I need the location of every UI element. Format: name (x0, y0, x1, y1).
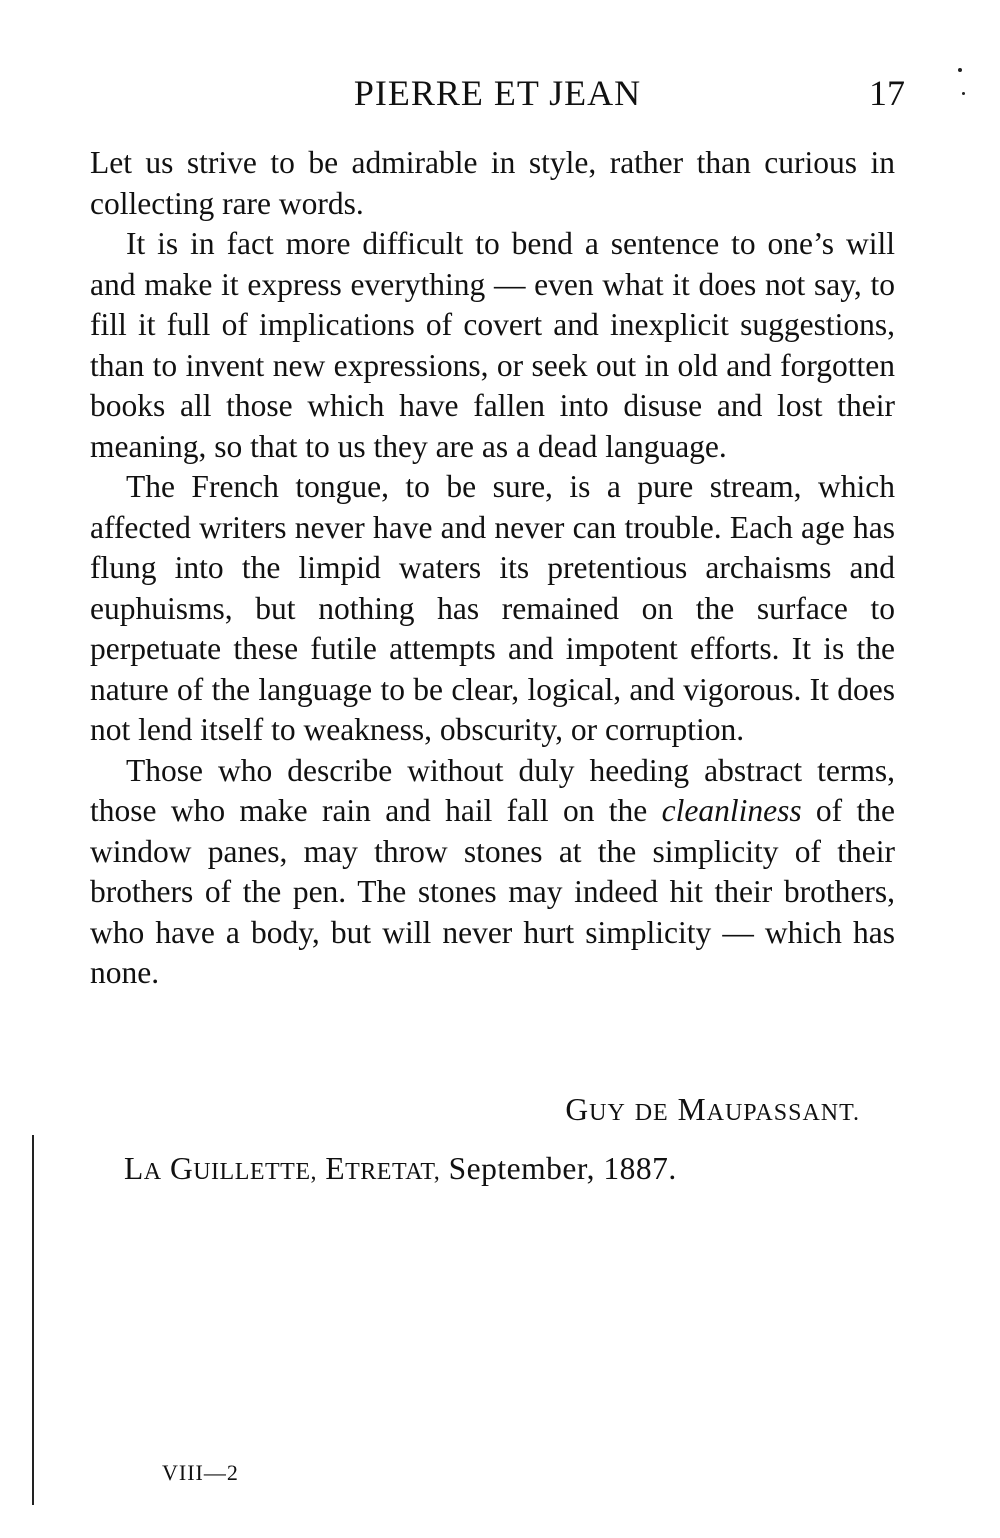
body-text (90, 143, 895, 994)
margin-rule (32, 1135, 34, 1505)
italic-word-cleanliness: cleanliness (661, 793, 802, 828)
paragraph-2: It is in fact more difficult to bend a sentence to one’s will and make it express everything — even what it does not say, to fill it full of implications of covert and inexplicit suggestions, than to invent new expressions, or seek out in old and forgotten books all those which have fallen into disuse and lost their meaning, so that to us they are as a dead language. (90, 226, 895, 464)
page-header (90, 72, 905, 122)
page-number: 17 (869, 73, 905, 113)
author-signature: GUY DE MAUPASSANT. (565, 1092, 860, 1127)
paragraph-4-text-start: Those who describe without duly heeding abstract terms, those who make rain and hail fall on the (90, 752, 895, 828)
paragraph-3: The French tongue, to be sure, is a pure stream, which affected writers never have and never can trouble. Each age has flung into the limpid waters its pretentious archaisms and euphuisms, but nothing has remained on the surface to perpetuate these futile attempts and impotent efforts. It is the nature of the language to be clear, logical, and vigorous. It does not lend itself to weakness, obscurity, or corruption. (90, 469, 895, 747)
running-head: PIERRE ET JEAN (353, 73, 642, 113)
paragraph-4-text-end: of the window panes, may throw stones at the simplicity of their brothers of the pen. The stones may indeed hit their brothers, who have a body, but will never hurt simplicity — which has none. (90, 793, 895, 990)
paragraph-1: Let us strive to be admirable in style, rather than curious in collecting rare words. (90, 145, 895, 221)
place-and-date: LA GUILLETTE, ETRETAT, September, 1887. (124, 1151, 677, 1186)
margin-speck (958, 68, 962, 72)
margin-speck (962, 92, 965, 95)
printer-signature-mark: VIII—2 (162, 1460, 239, 1485)
paragraph-4 (90, 751, 895, 994)
